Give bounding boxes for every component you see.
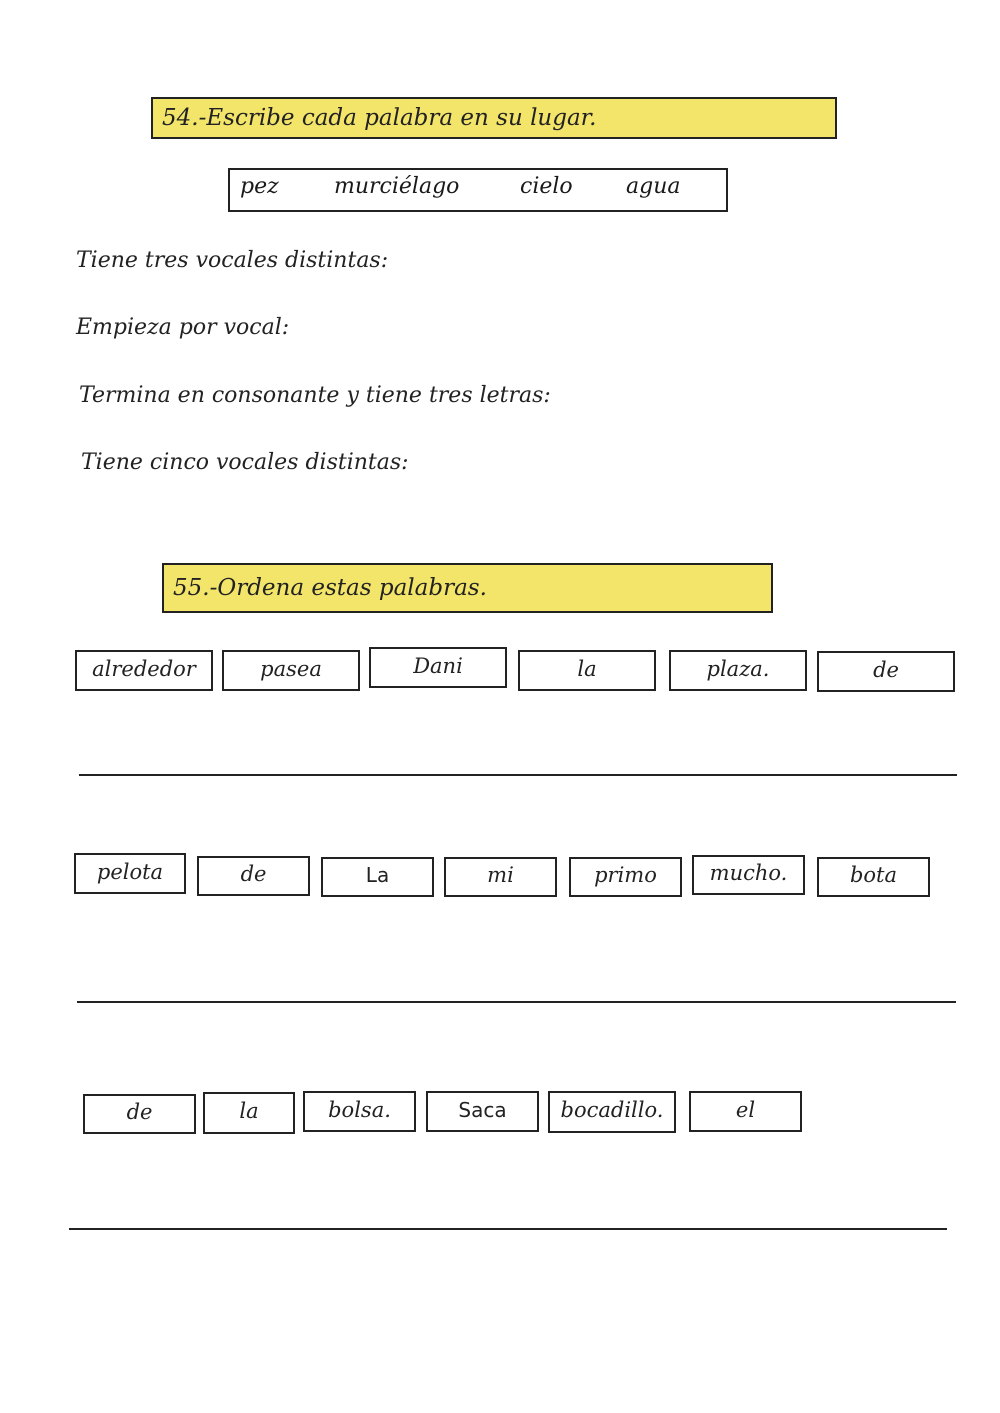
word-tile[interactable]: pasea [222,650,360,691]
question-4: Tiene cinco vocales distintas: [81,450,409,475]
word-bank-item[interactable]: cielo [520,174,573,199]
word-tile[interactable]: mi [444,857,557,897]
word-tile[interactable]: alrededor [75,650,213,691]
exercise-54-title: 54.-Escribe cada palabra en su lugar. [151,97,837,139]
word-tile[interactable]: primo [569,857,682,897]
word-tile[interactable]: Saca [426,1091,539,1132]
answer-line-2[interactable] [77,1001,956,1003]
word-tile[interactable]: Dani [369,647,507,688]
word-tile[interactable]: plaza. [669,650,807,691]
question-3: Termina en consonante y tiene tres letras: [79,383,551,408]
word-tile[interactable]: de [817,651,955,692]
question-2: Empieza por vocal: [76,315,290,340]
word-bank-item[interactable]: murciélago [334,174,460,199]
word-bank-item[interactable]: agua [626,174,681,199]
word-tile[interactable]: mucho. [692,855,805,895]
word-tile[interactable]: La [321,857,434,897]
word-tile[interactable]: de [83,1094,196,1134]
word-tile[interactable]: bota [817,857,930,897]
word-tile[interactable]: bocadillo. [548,1091,676,1133]
word-tile[interactable]: de [197,856,310,896]
word-tile[interactable]: pelota [74,853,186,894]
word-bank [228,168,728,212]
word-tile[interactable]: bolsa. [303,1091,416,1132]
exercise-55-title: 55.-Ordena estas palabras. [162,563,773,613]
word-tile[interactable]: la [203,1092,295,1134]
answer-line-1[interactable] [79,774,957,776]
question-1: Tiene tres vocales distintas: [76,248,389,273]
word-tile[interactable]: la [518,650,656,691]
answer-line-3[interactable] [69,1228,947,1230]
word-bank-item[interactable]: pez [240,174,279,199]
word-tile[interactable]: el [689,1091,802,1132]
